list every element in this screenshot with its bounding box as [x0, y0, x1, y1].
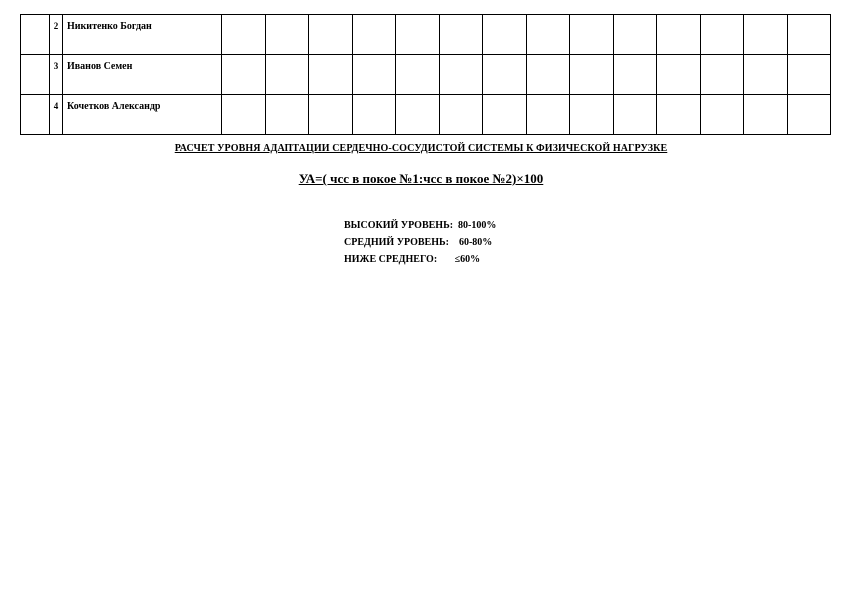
student-name: Иванов Семен: [63, 55, 222, 95]
empty-cell[interactable]: [570, 55, 614, 95]
empty-cell[interactable]: [352, 95, 396, 135]
empty-cell[interactable]: [265, 95, 309, 135]
empty-cell[interactable]: [309, 15, 353, 55]
student-name: Кочетков Александр: [63, 95, 222, 135]
empty-cell[interactable]: [570, 15, 614, 55]
blank-cell: [21, 55, 50, 95]
empty-cell[interactable]: [613, 55, 657, 95]
blank-cell: [21, 95, 50, 135]
empty-cell[interactable]: [309, 95, 353, 135]
empty-cell[interactable]: [657, 15, 701, 55]
empty-cell[interactable]: [613, 95, 657, 135]
student-name: Никитенко Богдан: [63, 15, 222, 55]
student-table: [20, 14, 831, 135]
empty-cell[interactable]: [744, 95, 788, 135]
adaptation-levels: [344, 217, 496, 268]
empty-cell[interactable]: [526, 15, 570, 55]
empty-cell[interactable]: [265, 15, 309, 55]
level-medium: СРЕДНИЙ УРОВЕНЬ: 60-80%: [344, 237, 493, 248]
empty-cell[interactable]: [222, 95, 266, 135]
table-row: [21, 55, 831, 95]
empty-cell[interactable]: [396, 15, 440, 55]
empty-cell[interactable]: [439, 55, 483, 95]
row-number: 3: [50, 55, 63, 95]
empty-cell[interactable]: [657, 95, 701, 135]
empty-cell[interactable]: [570, 95, 614, 135]
empty-cell[interactable]: [787, 15, 831, 55]
empty-cell[interactable]: [439, 95, 483, 135]
empty-cell[interactable]: [613, 15, 657, 55]
table-row: [21, 15, 831, 55]
empty-cell[interactable]: [483, 55, 527, 95]
empty-cell[interactable]: [396, 95, 440, 135]
empty-cell[interactable]: [222, 15, 266, 55]
empty-cell[interactable]: [483, 15, 527, 55]
empty-cell[interactable]: [700, 95, 744, 135]
empty-cell[interactable]: [396, 55, 440, 95]
section-heading: РАСЧЕТ УРОВНЯ АДАПТАЦИИ СЕРДЕЧНО-СОСУДИСТОЙ СИСТЕМЫ К ФИЗИЧЕСКОЙ НАГРУЗКЕ: [174, 143, 668, 154]
empty-cell[interactable]: [439, 15, 483, 55]
empty-cell[interactable]: [744, 55, 788, 95]
empty-cell[interactable]: [352, 15, 396, 55]
empty-cell[interactable]: [787, 95, 831, 135]
empty-cell[interactable]: [352, 55, 396, 95]
level-high: ВЫСОКИЙ УРОВЕНЬ: 80-100%: [344, 220, 497, 231]
empty-cell[interactable]: [483, 95, 527, 135]
empty-cell[interactable]: [700, 55, 744, 95]
table-row: [21, 95, 831, 135]
empty-cell[interactable]: [222, 55, 266, 95]
empty-cell[interactable]: [526, 55, 570, 95]
adaptation-formula: УА=( чсс в покое №1:чсс в покое №2)×100: [298, 171, 544, 186]
empty-cell[interactable]: [526, 95, 570, 135]
empty-cell[interactable]: [265, 55, 309, 95]
empty-cell[interactable]: [744, 15, 788, 55]
row-number: 4: [50, 95, 63, 135]
empty-cell[interactable]: [700, 15, 744, 55]
empty-cell[interactable]: [309, 55, 353, 95]
empty-cell[interactable]: [787, 55, 831, 95]
level-below-average: НИЖЕ СРЕДНЕГО: ≤60%: [344, 254, 481, 265]
row-number: 2: [50, 15, 63, 55]
blank-cell: [21, 15, 50, 55]
empty-cell[interactable]: [657, 55, 701, 95]
